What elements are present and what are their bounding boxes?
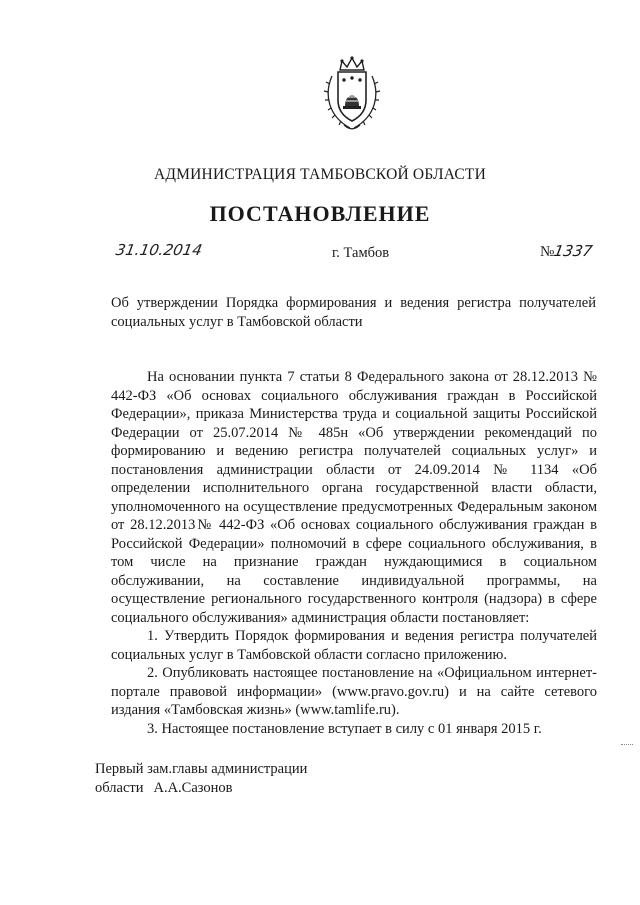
scan-margin-mark [621, 744, 633, 746]
organization-title: АДМИНИСТРАЦИЯ ТАМБОВСКОЙ ОБЛАСТИ [154, 166, 486, 183]
document-body [111, 368, 597, 738]
signature-line2 [95, 779, 307, 798]
document-number [540, 242, 593, 261]
number-value: 1337 [552, 242, 595, 260]
signatory-position-line2: области [95, 780, 144, 796]
document-subject: Об утверждении Порядка формирования и ведения регистра получателей социальных услуг в Тамбовской области [111, 295, 596, 330]
signature-block [95, 760, 307, 798]
coat-of-arms-icon [322, 56, 382, 134]
body-item-2: 2. Опубликовать настоящее постановление на «Официальном интернет-портале правовой информации» (www.pravo.gov.ru) и на сайте сетевого издания «Тамбовская жизнь» (www.tamlife.ru). [111, 665, 597, 718]
body-item-1: 1. Утвердить Порядок формирования и ведения регистра получателей социальных услуг в Тамбовской области согласно приложению. [111, 628, 597, 663]
document-type-title: ПОСТАНОВЛЕНИЕ [209, 201, 431, 226]
document-date: 31.10.2014 [114, 241, 204, 259]
body-item-3: 3. Настоящее постановление вступает в силу с 01 января 2015 г. [147, 720, 542, 737]
body-preamble: На основании пункта 7 статьи 8 Федерального закона от 28.12.2013 № 442-ФЗ «Об основах социального обслуживания граждан в Российской Федерации», приказа Министерства труда и социальной защиты Российской Федерации от 25.07.2014 № 485н «Об утверждении рекомендаций по формированию и ведению регистра получателей социальных услуг» и постановления администрации области от 24.09.2014 № 1134 «Об определении исполнительного органа государственной власти области, уполномоченного на осуществление предусмотренных Федеральным законом от 28.12.2013№ 442-ФЗ «Об основах социального обслуживания граждан в Российской Федерации» полномочий в сфере социального обслуживания, в том числе на признание граждан нуждающимися в социальном обслуживании, на составление индивидуальной программы, на осуществление регионального государственного контроля (надзора) в сфере социального обслуживания» администрация области постановляет: [111, 369, 597, 626]
number-prefix: № [540, 244, 555, 260]
document-city: г. Тамбов [332, 245, 390, 261]
signatory-position-line1: Первый зам.главы администрации [95, 761, 308, 777]
signatory-name: А.А.Сазонов [153, 780, 233, 796]
